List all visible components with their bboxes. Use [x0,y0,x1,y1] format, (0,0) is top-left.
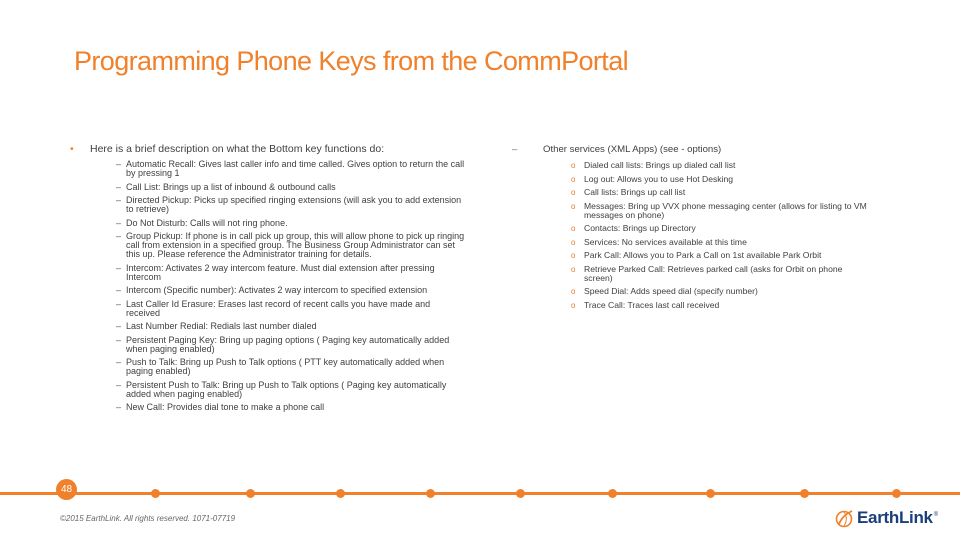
list-item [571,238,872,247]
item-marker: – [116,298,122,309]
key-function-list [116,160,470,412]
timeline-bar [0,492,960,495]
bullet-marker: • [70,143,74,155]
item-text: Retrieve Parked Call: Retrieves parked call (asks for Orbit on phone screen) [584,263,843,283]
list-item [116,322,470,331]
item-text: Speed Dial: Adds speed dial (specify number) [584,286,758,296]
item-text: New Call: Provides dial tone to make a phone call [126,402,325,413]
item-text: Last Number Redial: Redials last number dialed [126,321,317,332]
timeline-dot [800,489,809,498]
list-item [571,251,872,260]
item-text: Group Pickup: If phone is in call pick up group, this will allow phone to pick up ringing call from extension in a specified group. The Business Group Administrator can set this up. Please reference the Administrator training for details. [126,231,465,259]
item-text: Persistent Push to Talk: Bring up Push to Talk options ( Paging key automatically added when paging enabled) [126,379,447,399]
logo-text: EarthLink [857,508,933,527]
item-marker: o [571,237,576,247]
list-item [116,196,470,214]
left-intro: Here is a brief description on what the Bottom key functions do: [90,143,385,155]
list-item [571,301,872,310]
timeline-dot [426,489,435,498]
item-marker: – [116,285,122,296]
item-marker: – [116,402,122,413]
item-marker: – [116,195,122,206]
item-text: Intercom: Activates 2 way intercom feature. Must dial extension after pressing Intercom [126,262,435,282]
list-item [571,265,872,283]
item-text: Last Caller Id Erasure: Erases last record of recent calls you have made and received [126,298,431,318]
list-item [116,300,470,318]
right-column [512,143,872,314]
item-marker: o [571,264,576,274]
item-text: Push to Talk: Bring up Push to Talk options ( PTT key automatically added when paging enabled) [126,357,445,377]
slide-title: Programming Phone Keys from the CommPortal [74,46,629,76]
list-item [571,287,872,296]
item-marker: o [571,251,576,260]
list-item [116,219,470,228]
item-marker: – [116,181,122,192]
right-intro: Other services (XML Apps) (see - options) [543,144,722,155]
timeline-dot [516,489,525,498]
item-marker: o [571,300,576,310]
item-text: Park Call: Allows you to Park a Call on 1st available Park Orbit [584,250,822,260]
item-text: Call List: Brings up a list of inbound & outbound calls [126,181,336,192]
left-column [70,143,470,417]
dash-marker: – [512,144,518,155]
item-text: Call lists: Brings up call list [584,187,686,197]
list-item [571,188,872,197]
item-marker: o [571,224,576,233]
list-item [571,175,872,184]
list-item [116,160,470,178]
item-text: Contacts: Brings up Directory [584,223,696,233]
item-text: Persistent Paging Key: Bring up paging options ( Paging key automatically added when paging enabled) [126,334,450,354]
timeline-dot [246,489,255,498]
item-text: Log out: Allows you to use Hot Desking [584,173,734,184]
item-marker: o [571,287,576,296]
item-text: Dialed call lists: Brings up dialed call list [584,160,736,170]
item-marker: – [116,217,122,228]
list-item [116,336,470,354]
item-text: Services: No services available at this time [584,236,747,247]
timeline-dot [151,489,160,498]
list-item [116,264,470,282]
item-marker: o [571,174,576,184]
list-item [116,381,470,399]
list-item [571,161,872,170]
item-text: Messages: Bring up VVX phone messaging center (allows for listing to VM messages on phone) [584,200,867,220]
item-marker: o [571,201,576,211]
item-marker: – [116,159,122,169]
item-marker: o [571,161,576,170]
copyright-text: ©2015 EarthLink. All rights reserved. 1071-07719 [60,514,236,523]
list-item [116,232,470,259]
list-item [116,358,470,376]
list-item [571,224,872,233]
item-text: Automatic Recall: Gives last caller info and time called. Gives option to return the call by pressing 1 [126,159,465,178]
list-item [116,286,470,295]
item-marker: – [116,379,122,390]
list-item [116,403,470,412]
page-number: 48 [56,479,77,500]
logo-trademark: ® [933,512,939,518]
list-item [116,183,470,192]
item-text: Do Not Disturb: Calls will not ring phone. [126,217,288,228]
item-marker: – [116,334,122,345]
item-marker: – [116,321,122,332]
right-intro-line [512,143,872,156]
item-marker: – [116,231,122,242]
item-marker: – [116,357,122,368]
timeline-dot [608,489,617,498]
item-text: Directed Pickup: Picks up specified ringing extensions (will ask you to add extension to retrieve) [126,195,462,214]
timeline-dot [892,489,901,498]
timeline-dot [336,489,345,498]
left-intro-line [70,143,470,156]
earthlink-globe-icon [834,508,854,528]
earthlink-logo [834,508,938,528]
timeline-dot [706,489,715,498]
item-marker: o [571,188,576,197]
item-text: Intercom (Specific number): Activates 2 way intercom to specified extension [126,285,428,296]
list-item [571,202,872,220]
xml-apps-list [571,161,872,310]
item-text: Trace Call: Traces last call received [584,299,720,310]
item-marker: – [116,262,122,273]
